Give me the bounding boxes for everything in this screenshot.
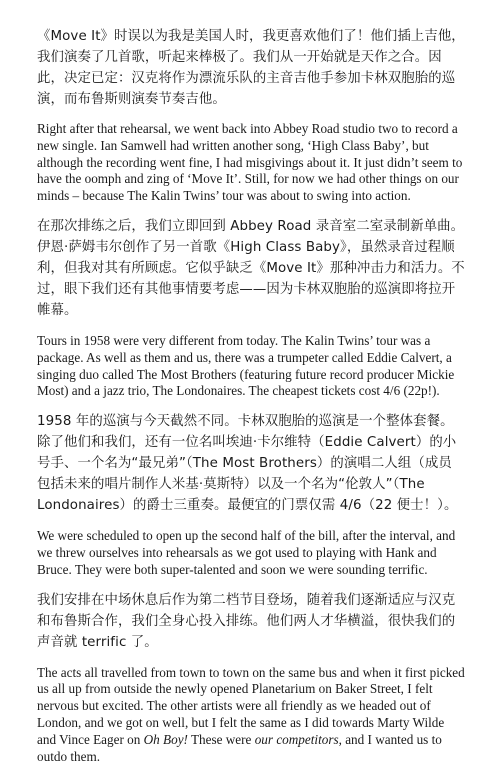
paragraph-zh-2: 在那次排练之后，我们立即回到 Abbey Road 录音室二室录制新单曲。伊恩·萨姆韦尔创作了另一首歌《High Class Baby》，虽然录音过程顺利，但我对其有所顾虑。它似乎缺乏《Move It》那种冲击力和活力。不过，眼下我们还有其他事情要考虑——因为卡林双胞胎的巡演即将拉开帷幕。: [37, 218, 465, 318]
paragraph-en-4-part-b: These were: [187, 731, 255, 747]
paragraph-zh-4: 我们安排在中场休息后作为第二档节目登场，随着我们逐渐适应与汉克和布鲁斯合作，我们全身心投入排练。他们两人才华横溢，很快我们的声音就 terrific 了。: [37, 592, 456, 650]
paragraph-en-2: Tours in 1958 were very different from today. The Kalin Twins’ tour was a package. As well as them and us, there was a trumpeter called Eddie Calvert, a singing duo called The Most Brothers (featuring future record producer Mickie Most) and a jazz trio, The Londonaires. The cheapest tickets cost 4/6 (22p!).: [37, 332, 455, 399]
paragraph-en-4-part-c: , and I wanted us to outdo them.: [37, 731, 442, 764]
paragraph-en-1: Right after that rehearsal, we went back into Abbey Road studio two to record a new single. Ian Samwell had written another song, ‘High Class Baby’, but although the recording went fine, I had misgivings about it. It just didn’t seem to have the oomph and zing of ‘Move It’. Still, for now we had other things on our minds – because The Kalin Twins’ tour was about to swing into action.: [37, 121, 463, 204]
document-page: [37, 26, 465, 776]
paragraph-en-4-part-a: The acts all travelled from town to town on the same bus and when it first picked us all up from outside the newly opened Planetarium on Baker Street, I felt nervous but excited. The other artists were all friendly as we headed out of London, and we got on well, but I felt the same as I did towards Marty Wilde and Vince Eager on: [37, 664, 465, 747]
paragraph-en-3: We were scheduled to open up the second half of the bill, after the interval, and we threw ourselves into rehearsals as we got used to playing with Hank and Bruce. They were both super-talented and soon we were sounding terrific.: [37, 528, 456, 577]
show-title-oh-boy: Oh Boy!: [143, 731, 188, 747]
paragraph-zh-1: 《Move It》时误以为我是美国人时，我更喜欢他们了！他们插上吉他，我们演奏了几首歌，听起来棒极了。我们从一开始就是天作之合。因此，决定已定：汉克将作为漂流乐队的主音吉他手参加卡林双胞胎的巡演，而布鲁斯则演奏节奏吉他。: [37, 29, 465, 107]
paragraph-zh-3: 1958 年的巡演与今天截然不同。卡林双胞胎的巡演是一个整体套餐。除了他们和我们，还有一位名叫埃迪·卡尔维特（Eddie Calvert）的小号手、一个名为“最兄弟”（The Most Brothers）的演唱二人组（成员包括未来的唱片制作人米基·莫斯特）以及一个名为“伦敦人”（The Londonaires）的爵士三重奏。最便宜的门票仅需 4/6（22 便士！）。: [37, 414, 458, 514]
paragraph-en-4: [37, 665, 465, 766]
emphasis-our-competitors: our competitors: [254, 731, 339, 747]
